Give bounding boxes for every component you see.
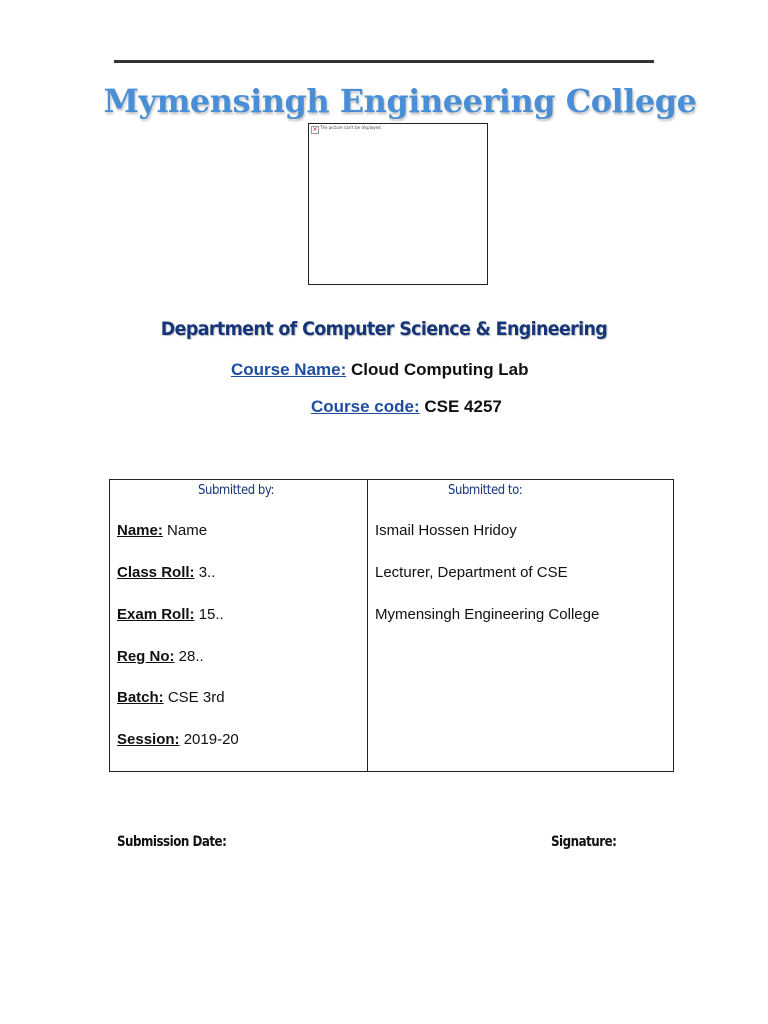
submission-date-label: Submission Date: [117, 834, 227, 850]
teacher-designation: Lecturer, Department of CSE [375, 564, 568, 581]
class-roll-label: Class Roll: [117, 564, 195, 581]
course-name-line [231, 360, 529, 380]
reg-no-label: Reg No: [117, 648, 175, 665]
teacher-name: Ismail Hossen Hridoy [375, 522, 517, 539]
logo-alt-text: The picture can't be displayed. [320, 125, 382, 130]
submitted-by-column [110, 480, 368, 771]
logo-placeholder [308, 123, 488, 285]
reg-no-row [117, 648, 204, 665]
course-code-label: Course code: [311, 397, 420, 416]
exam-roll-label: Exam Roll: [117, 606, 195, 623]
course-name-label: Course Name: [231, 360, 347, 379]
class-roll-value: 3.. [198, 564, 216, 581]
session-value: 2019-20 [183, 731, 239, 748]
exam-roll-row [117, 606, 224, 623]
class-roll-row [117, 564, 215, 581]
submitted-by-heading: Submitted by: [198, 483, 275, 498]
course-name-value: Cloud Computing Lab [351, 360, 529, 379]
course-code-line [311, 397, 502, 417]
teacher-institution: Mymensingh Engineering College [375, 606, 600, 623]
reg-no-value: 28.. [178, 648, 204, 665]
name-row [117, 522, 207, 539]
name-label: Name: [117, 522, 163, 539]
session-row [117, 731, 239, 748]
submitted-to-column [368, 480, 673, 771]
batch-value: CSE 3rd [167, 689, 225, 706]
signature-label: Signature: [551, 834, 617, 850]
department-title: Department of Computer Science & Engineering [160, 318, 608, 340]
batch-row [117, 689, 225, 706]
exam-roll-value: 15.. [198, 606, 224, 623]
top-rule [114, 60, 654, 63]
submitted-to-heading: Submitted to: [448, 483, 523, 498]
broken-image-icon: × [312, 126, 318, 133]
course-code-value: CSE 4257 [424, 397, 502, 416]
name-value: Name [167, 522, 208, 539]
college-title: Mymensingh Engineering College [103, 82, 697, 120]
batch-label: Batch: [117, 689, 164, 706]
session-label: Session: [117, 731, 180, 748]
submission-table [109, 479, 674, 772]
